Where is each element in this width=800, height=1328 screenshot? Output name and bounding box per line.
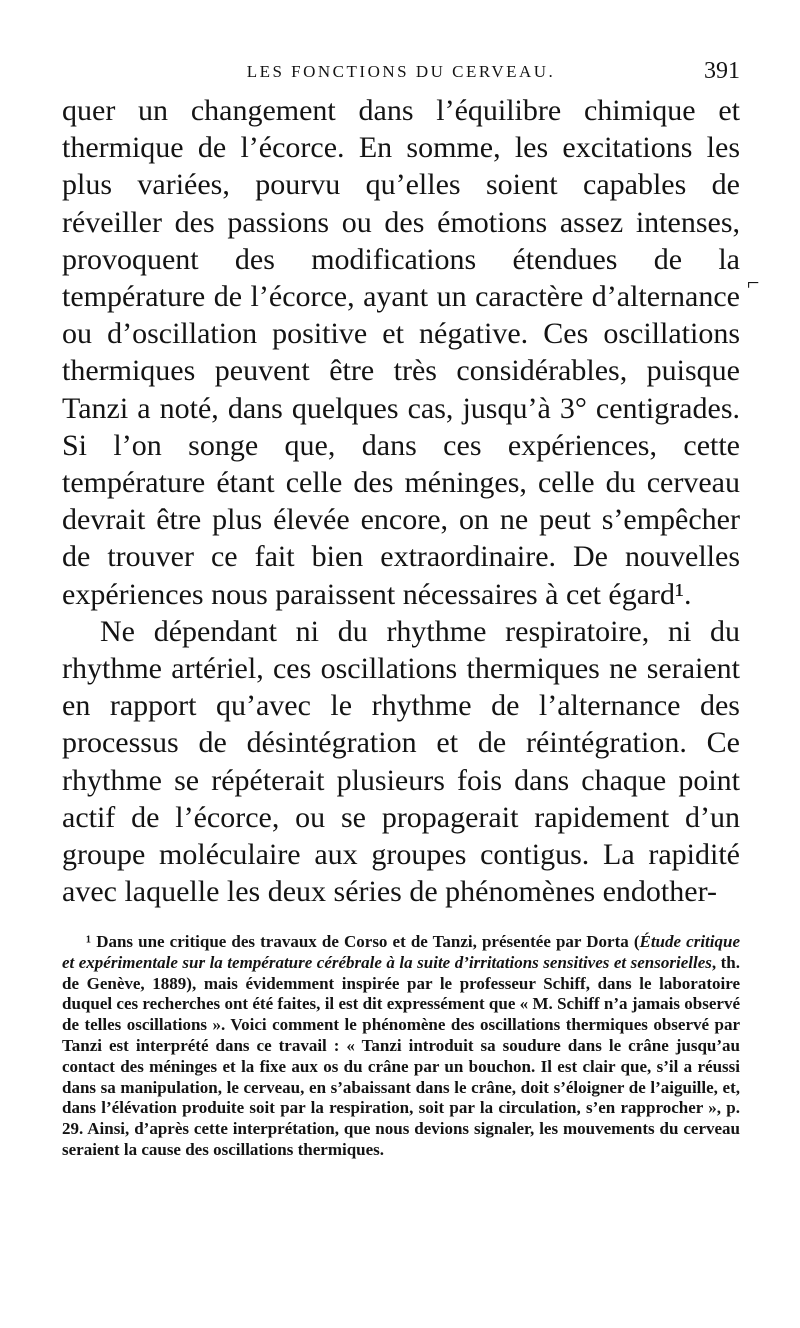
paragraph-1: quer un changement dans l’équilibre chimique et thermique de l’écorce. En somme, les excitations les plus variées, pourvu qu’elles soient capables de réveiller des passions ou des émotions assez intenses, provoquent des modifications étendues de la température de l’écorce, ayant un caractère d’alternance ou d’oscillation positive et négative. Ces oscillations thermiques peuvent être très considérables, puisque Tanzi a noté, dans quelques cas, jusqu’à 3° centigrades. Si l’on songe que, dans ces expériences, cette température étant celle des méninges, celle du cerveau devrait être plus élevée encore, on ne peut s’empêcher de trouver ce fait bien extraordinaire. De nouvelles expériences nous paraissent nécessaires à cet égard¹. [62, 94, 740, 611]
main-text [62, 92, 740, 910]
page-number: 391 [704, 58, 740, 84]
footnote [62, 932, 740, 1161]
page-header [62, 58, 740, 88]
margin-annotation-mark: ⌐ [747, 270, 760, 295]
footnote-text-end: , th. de Genève, 1889), mais évidemment inspirée par le professeur Schiff, dans le laboratoire duquel ces recherches ont été faites, il est dit expressément que « M. Schiff n’a jamais observé de telles oscillations ». Voici comment le phénomène des oscillations thermiques observé par Tanzi est interprété dans ce travail : « Tanzi introduit sa soudure dans le crâne jusqu’au contact des méninges et la fixe aux os du crâne par un bouchon. Il est clair que, s’il a réussi dans sa manipulation, le cerveau, en s’abaissant dans le crâne, doit s’éloigner de l’aiguille, et, dans l’élévation produite soit par la respiration, soit par la circulation, s’en rapprocher », p. 29. Ainsi, d’après cette interprétation, que nous devions signaler, les mouvements du cerveau seraient la cause des oscillations thermiques. [62, 952, 740, 1159]
footnote-cited-title: Étude critique et expérimentale sur la température cérébrale à la suite d’irritations sensitives et sensorielles [62, 932, 740, 972]
footnote-text-start: ¹ Dans une critique des travaux de Corso et de Tanzi, présentée par Dorta ( [86, 932, 640, 951]
footnote-paragraph [62, 932, 740, 1161]
running-title: LES FONCTIONS DU CERVEAU. [246, 62, 556, 81]
paragraph-2: Ne dépendant ni du rhythme respiratoire, ni du rhythme artériel, ces oscillations thermiques ne seraient en rapport qu’avec le rhythme de l’alternance des processus de désintégration et de réintégration. Ce rhythme se répéterait plusieurs fois dans chaque point actif de l’écorce, ou se propagerait rapidement d’un groupe moléculaire aux groupes contigus. La rapidité avec laquelle les deux séries de phénomènes endother- [62, 614, 740, 909]
